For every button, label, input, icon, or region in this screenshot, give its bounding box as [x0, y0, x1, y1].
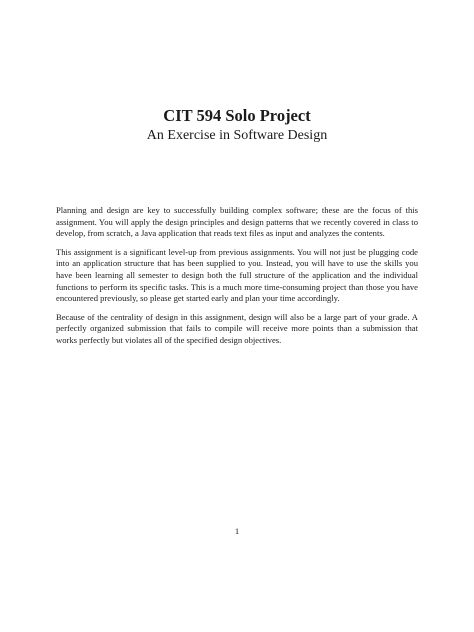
paragraph-level-up: This assignment is a significant level-up from previous assignments. You will not just be plugging code into an application structure that has been supplied to you. Instead, you will have to use the skills you have been learning all semester to design both the full structure of the application and the individual functions to perform its specific tasks. This is a much more time-consuming project than those you have encountered previously, so please get started early and plan your time accordingly.: [56, 246, 418, 304]
page-number: 1: [234, 526, 240, 536]
paragraph-intro: Planning and design are key to successfully building complex software; these are the focus of this assignment. You will apply the design principles and design patterns that we recently covered in class to develop, from scratch, a Java application that reads text files as input and analyzes the contents.: [56, 205, 418, 239]
document-title: CIT 594 Solo Project: [163, 106, 311, 125]
document-subtitle: An Exercise in Software Design: [146, 128, 328, 143]
paragraph-design-grade: Because of the centrality of design in this assignment, design will also be a large part of your grade. A perfectly organized submission that fails to compile will receive more points than a submission that works perfectly but violates all of the specified design objectives.: [56, 311, 418, 345]
document-body: [56, 205, 418, 354]
